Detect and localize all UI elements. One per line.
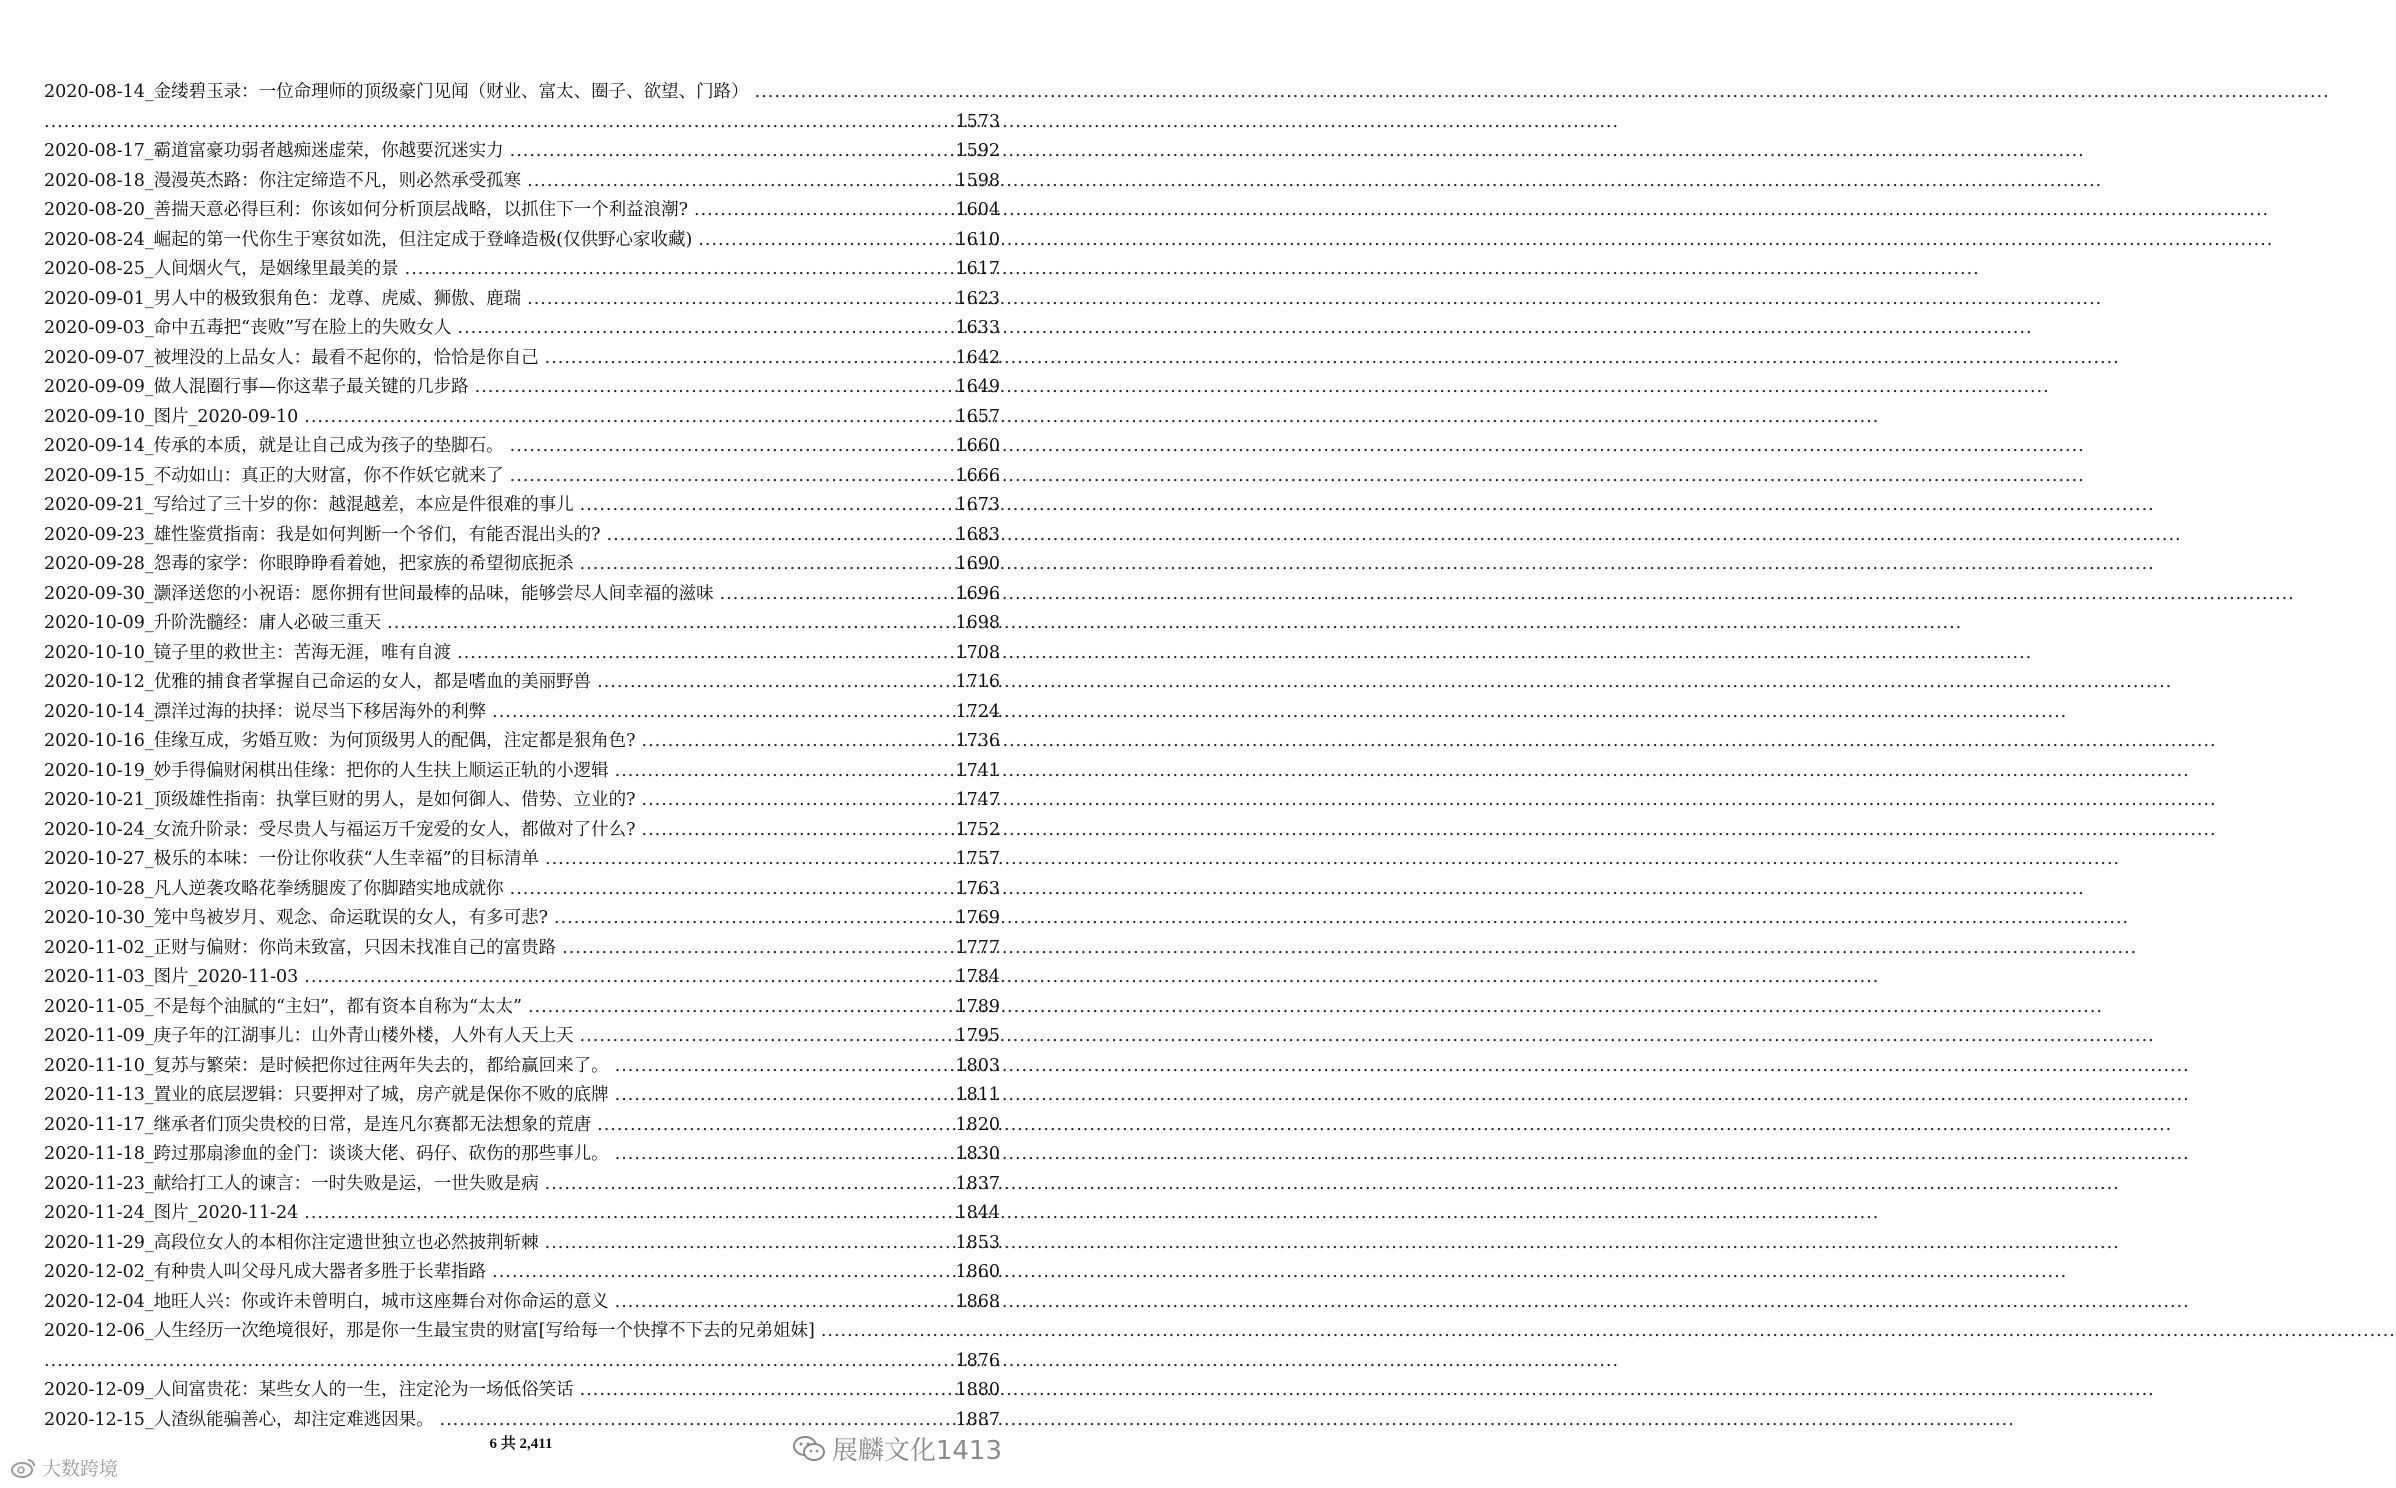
toc-entry[interactable] xyxy=(44,1081,1000,1111)
toc-entry-title: 2020-11-23_献给打工人的谏言：一时失败是运，一世失败是病 xyxy=(44,1173,539,1194)
toc-entry[interactable] xyxy=(44,167,1000,197)
toc-leader-dots xyxy=(527,285,949,315)
toc-entry[interactable] xyxy=(44,1022,1000,1052)
toc-entry-title: 2020-10-21_顶级雄性指南：执掌巨财的男人，是如何御人、借势、立业的? xyxy=(44,790,636,810)
toc-leader-dots xyxy=(528,993,950,1023)
toc-entry-page: 1752 xyxy=(955,819,1000,840)
toc-entry-page: 1633 xyxy=(955,318,1000,338)
toc-entry-title: 2020-11-17_继承者们顶尖贵校的日常，是连凡尔赛都无法想象的荒唐 xyxy=(44,1114,592,1135)
toc-entry-page: 1763 xyxy=(955,878,1000,899)
toc-entry-page: 1876 xyxy=(955,1350,1000,1371)
toc-leader-dots xyxy=(615,1052,950,1082)
toc-entry[interactable] xyxy=(44,373,1000,403)
toc-leader-dots xyxy=(510,432,950,462)
toc-entry[interactable] xyxy=(44,432,1000,462)
toc-entry[interactable] xyxy=(44,108,1000,138)
toc-leader-dots xyxy=(457,639,949,669)
toc-entry[interactable] xyxy=(44,196,1000,226)
toc-leader-dots xyxy=(698,226,949,256)
toc-entry[interactable] xyxy=(44,1052,1000,1082)
toc-entry-page: 1642 xyxy=(955,347,1000,368)
weibo-icon xyxy=(10,1457,36,1479)
toc-entry-page: 1598 xyxy=(955,170,1000,191)
toc-entry-page: 1716 xyxy=(955,672,1000,692)
toc-entry-title: 2020-09-15_不动如山：真正的大财富，你不作妖它就来了 xyxy=(44,465,504,486)
toc-leader-dots xyxy=(554,904,949,934)
wechat-icon xyxy=(792,1435,826,1463)
toc-leader-dots xyxy=(642,786,950,816)
toc-entry[interactable] xyxy=(44,137,1000,167)
toc-entry[interactable] xyxy=(44,1170,1000,1200)
toc-entry-page: 1690 xyxy=(955,554,1000,574)
toc-leader-dots xyxy=(597,668,949,698)
toc-entry-page: 1683 xyxy=(955,524,1000,545)
toc-entry[interactable] xyxy=(44,1317,1000,1347)
toc-entry-title: 2020-08-20_善揣天意必得巨利：你该如何分析顶层战略，以抓住下一个利益浪潮? xyxy=(44,200,689,220)
toc-entry-title: 2020-08-17_霸道富豪功弱者越痴迷虚荣，你越要沉迷实力 xyxy=(44,141,504,161)
toc-entry-page: 1573 xyxy=(955,111,1000,132)
toc-leader-dots xyxy=(720,580,950,610)
toc-entry-title: 2020-10-30_笼中鸟被岁月、观念、命运耽误的女人，有多可悲? xyxy=(44,908,549,928)
toc-entry-title: 2020-10-19_妙手得偏财闲棋出佳缘：把你的人生扶上顺运正轨的小逻辑 xyxy=(44,760,609,781)
toc-entry[interactable] xyxy=(44,816,1000,846)
toc-entry-title: 2020-10-14_漂洋过海的抉择：说尽当下移居海外的利弊 xyxy=(44,701,487,722)
toc-leader-dots xyxy=(642,727,950,757)
toc-leader-dots xyxy=(304,963,949,993)
toc-entry-page: 1853 xyxy=(955,1232,1000,1253)
toc-entry-title: 2020-11-18_跨过那扇渗血的金门：谈谈大佬、码仔、砍伤的那些事儿。 xyxy=(44,1144,609,1164)
toc-leader-dots xyxy=(562,934,949,964)
toc-entry-title: 2020-08-14_金缕碧玉录：一位命理师的顶级豪门见闻（财业、富太、圈子、欲望、门路） xyxy=(44,82,749,102)
toc-leader-dots xyxy=(510,462,950,492)
toc-entry-page: 1698 xyxy=(955,613,1000,633)
toc-entry[interactable] xyxy=(44,344,1000,374)
toc-leader-dots xyxy=(821,1317,954,1347)
toc-entry[interactable] xyxy=(44,1288,1000,1318)
toc-entry[interactable] xyxy=(44,698,1000,728)
toc-entry[interactable] xyxy=(44,1140,1000,1170)
toc-entry-page: 1820 xyxy=(955,1114,1000,1135)
toc-entry[interactable] xyxy=(44,668,1000,698)
toc-leader-dots xyxy=(44,108,949,138)
toc-entry-page: 1696 xyxy=(955,583,1000,604)
toc-entry-title: 2020-10-09_升阶洗髓经：庸人必破三重天 xyxy=(44,613,382,633)
toc-leader-dots xyxy=(387,609,949,639)
toc-entry[interactable] xyxy=(44,963,1000,993)
toc-entry-title: 2020-09-14_传承的本质，就是让自己成为孩子的垫脚石。 xyxy=(44,436,504,456)
toc-leader-dots xyxy=(510,875,950,905)
toc-entry-page: 1592 xyxy=(955,141,1000,161)
toc-entry-page: 1660 xyxy=(955,436,1000,456)
toc-entry[interactable] xyxy=(44,993,1000,1023)
toc-entry-page: 1617 xyxy=(955,259,1000,279)
toc-entry-title: 2020-11-10_复苏与繁荣：是时候把你过往两年失去的，都给赢回来了。 xyxy=(44,1055,609,1076)
toc-entry-title: 2020-09-30_灏泽送您的小祝语：愿你拥有世间最棒的品味，能够尝尽人间幸福的滋味 xyxy=(44,583,714,604)
toc-entry-page: 1784 xyxy=(955,967,1000,987)
toc-entry-page: 1777 xyxy=(955,937,1000,958)
toc-entry-page: 1811 xyxy=(955,1085,1000,1105)
toc-leader-dots xyxy=(475,373,950,403)
toc-entry-title: 2020-11-13_置业的底层逻辑：只要押对了城，房产就是保你不败的底牌 xyxy=(44,1085,609,1105)
toc-entry-page: 1795 xyxy=(955,1026,1000,1046)
toc-entry[interactable] xyxy=(44,521,1000,551)
toc-entry-title: 2020-10-24_女流升阶录：受尽贵人与福运万千宠爱的女人，都做对了什么? xyxy=(44,819,636,840)
toc-entry[interactable] xyxy=(44,580,1000,610)
toc-entry-title: 2020-10-10_镜子里的救世主：苦海无涯，唯有自渡 xyxy=(44,642,452,663)
toc-entry[interactable] xyxy=(44,285,1000,315)
toc-entry-page: 1666 xyxy=(955,465,1000,486)
toc-entry-page: 1844 xyxy=(955,1203,1000,1223)
toc-leader-dots xyxy=(44,1347,949,1377)
toc-entry[interactable] xyxy=(44,1199,1000,1229)
toc-entry-title: 2020-11-05_不是每个油腻的“主妇”，都有资本自称为“太太” xyxy=(44,996,522,1017)
toc-leader-dots xyxy=(694,196,949,226)
toc-entry-page: 1887 xyxy=(955,1409,1000,1430)
toc-entry[interactable] xyxy=(44,845,1000,875)
toc-entry-page: 1757 xyxy=(955,849,1000,869)
toc-entry-title: 2020-11-03_图片_2020-11-03 xyxy=(44,967,299,987)
toc-entry-page: 1830 xyxy=(955,1144,1000,1164)
toc-entry-page: 1747 xyxy=(955,790,1000,810)
watermark-right-text: 展麟文化1413 xyxy=(831,1436,1002,1466)
toc-entry-title: 2020-12-15_人渣纵能骗善心，却注定难逃因果。 xyxy=(44,1409,434,1430)
toc-entry[interactable] xyxy=(44,403,1000,433)
toc-entry[interactable] xyxy=(44,255,1000,285)
toc-entry[interactable] xyxy=(44,462,1000,492)
toc-entry-title: 2020-08-18_漫漫英杰路：你注定缔造不凡，则必然承受孤寒 xyxy=(44,170,522,191)
toc-entry[interactable] xyxy=(44,78,1000,108)
toc-entry-title: 2020-09-28_怨毒的家学：你眼睁睁看着她，把家族的希望彻底扼杀 xyxy=(44,554,574,574)
toc-entry-title: 2020-12-02_有种贵人叫父母凡成大器者多胜于长辈指路 xyxy=(44,1262,487,1282)
toc-entry[interactable] xyxy=(44,786,1000,816)
toc-leader-dots xyxy=(492,698,949,728)
toc-entry-title: 2020-12-04_地旺人兴：你或许未曾明白，城市这座舞台对你命运的意义 xyxy=(44,1291,609,1312)
toc-entry-title: 2020-10-16_佳缘互成，劣婚互败：为何顶级男人的配偶，注定都是狠角色? xyxy=(44,731,636,751)
toc-entry-title: 2020-09-09_做人混圈行事—你这辈子最关键的几步路 xyxy=(44,377,469,397)
toc-entry-page: 1610 xyxy=(955,229,1000,250)
toc-entry-page: 1673 xyxy=(955,495,1000,515)
toc-entry[interactable] xyxy=(44,727,1000,757)
toc-entry-page: 1860 xyxy=(955,1262,1000,1282)
toc-leader-dots xyxy=(615,1288,950,1318)
toc-entry-title: 2020-10-27_极乐的本味：一份让你收获“人生幸福”的目标清单 xyxy=(44,849,540,869)
toc-entry[interactable] xyxy=(44,314,1000,344)
toc-entry[interactable] xyxy=(44,875,1000,905)
toc-leader-dots xyxy=(545,1170,950,1200)
toc-entry-title: 2020-09-23_雄性鉴赏指南：我是如何判断一个爷们，有能否混出头的? xyxy=(44,524,601,545)
toc-leader-dots xyxy=(545,845,949,875)
toc-leader-dots xyxy=(580,491,950,521)
toc-entry-page: 1837 xyxy=(955,1173,1000,1194)
toc-entry-title: 2020-09-03_命中五毒把“丧败”写在脸上的失败女人 xyxy=(44,318,452,338)
toc-entry-title: 2020-11-09_庚子年的江湖事儿：山外青山楼外楼，人外有人天上天 xyxy=(44,1026,574,1046)
toc-entry-page: 1741 xyxy=(955,760,1000,781)
toc-entry-page: 1724 xyxy=(955,701,1000,722)
toc-leader-dots xyxy=(607,521,950,551)
toc-entry-title: 2020-10-28_凡人逆袭攻略花拳绣腿废了你脚踏实地成就你 xyxy=(44,878,504,899)
toc-leader-dots xyxy=(304,403,949,433)
toc-entry-title: 2020-10-12_优雅的捕食者掌握自己命运的女人，都是嗜血的美丽野兽 xyxy=(44,672,592,692)
toc-entry[interactable] xyxy=(44,226,1000,256)
toc-entry[interactable] xyxy=(44,1111,1000,1141)
toc-entry-page: 1769 xyxy=(955,908,1000,928)
toc-leader-dots xyxy=(580,1376,950,1406)
toc-entry-title: 2020-08-25_人间烟火气，是姻缘里最美的景 xyxy=(44,259,399,279)
toc-leader-dots xyxy=(642,816,950,846)
toc-entry-page: 1604 xyxy=(955,200,1000,220)
toc-entry-title: 2020-08-24_崛起的第一代你生于寒贫如洗，但注定成于登峰造极(仅供野心家收藏) xyxy=(44,229,693,250)
toc-leader-dots xyxy=(615,1140,950,1170)
toc-entry[interactable] xyxy=(44,757,1000,787)
watermark-left-text: 大数跨境 xyxy=(42,1458,119,1480)
toc-leader-dots xyxy=(615,1081,950,1111)
table-of-contents xyxy=(44,78,1000,1435)
toc-leader-dots xyxy=(458,314,950,344)
page-number: 6 共 2,411 xyxy=(489,1436,553,1452)
watermark-right xyxy=(792,1430,1002,1467)
toc-entry-title: 2020-12-09_人间富贵花：某些女人的一生，注定沦为一场低俗笑话 xyxy=(44,1380,574,1400)
toc-leader-dots xyxy=(755,78,954,108)
toc-entry-title: 2020-09-01_男人中的极致狠角色：龙尊、虎威、狮傲、鹿瑞 xyxy=(44,288,522,309)
toc-leader-dots xyxy=(527,167,949,197)
toc-entry[interactable] xyxy=(44,491,1000,521)
toc-entry[interactable] xyxy=(44,904,1000,934)
toc-leader-dots xyxy=(545,344,950,374)
toc-entry-page: 1649 xyxy=(955,377,1000,397)
toc-entry[interactable] xyxy=(44,1347,1000,1377)
toc-leader-dots xyxy=(492,1258,949,1288)
toc-entry[interactable] xyxy=(44,639,1000,669)
toc-leader-dots xyxy=(304,1199,949,1229)
toc-entry-title: 2020-11-29_高段位女人的本相你注定遗世独立也必然披荆斩棘 xyxy=(44,1232,539,1253)
toc-entry-page: 1880 xyxy=(955,1380,1000,1400)
toc-entry-page: 1736 xyxy=(955,731,1000,751)
toc-leader-dots xyxy=(615,757,950,787)
toc-entry-page: 1789 xyxy=(955,996,1000,1017)
toc-entry-title: 2020-12-06_人生经历一次绝境很好，那是你一生最宝贵的财富[写给每一个快撑不下去的兄弟姐妹] xyxy=(44,1321,815,1341)
toc-leader-dots xyxy=(580,550,950,580)
toc-entry-title: 2020-09-07_被埋没的上品女人：最看不起你的，恰恰是你自己 xyxy=(44,347,539,368)
toc-entry-title: 2020-11-24_图片_2020-11-24 xyxy=(44,1203,299,1223)
toc-entry[interactable] xyxy=(44,1229,1000,1259)
toc-leader-dots xyxy=(580,1022,950,1052)
toc-entry[interactable] xyxy=(44,609,1000,639)
toc-entry[interactable] xyxy=(44,934,1000,964)
toc-leader-dots xyxy=(405,255,950,285)
toc-leader-dots xyxy=(510,137,950,167)
toc-entry-page: 1657 xyxy=(955,406,1000,427)
toc-entry[interactable] xyxy=(44,550,1000,580)
toc-entry[interactable] xyxy=(44,1258,1000,1288)
toc-leader-dots xyxy=(597,1111,949,1141)
toc-leader-dots xyxy=(545,1229,950,1259)
toc-entry-page: 1803 xyxy=(955,1055,1000,1076)
toc-entry-page: 1708 xyxy=(955,642,1000,663)
toc-entry-title: 2020-09-10_图片_2020-09-10 xyxy=(44,406,299,427)
toc-entry-title: 2020-11-02_正财与偏财：你尚未致富，只因未找准自己的富贵路 xyxy=(44,937,557,958)
toc-entry-page: 1868 xyxy=(955,1291,1000,1312)
watermark-left xyxy=(10,1454,118,1481)
toc-entry[interactable] xyxy=(44,1376,1000,1406)
toc-entry-page: 1623 xyxy=(955,288,1000,309)
toc-entry-title: 2020-09-21_写给过了三十岁的你：越混越差，本应是件很难的事儿 xyxy=(44,495,574,515)
